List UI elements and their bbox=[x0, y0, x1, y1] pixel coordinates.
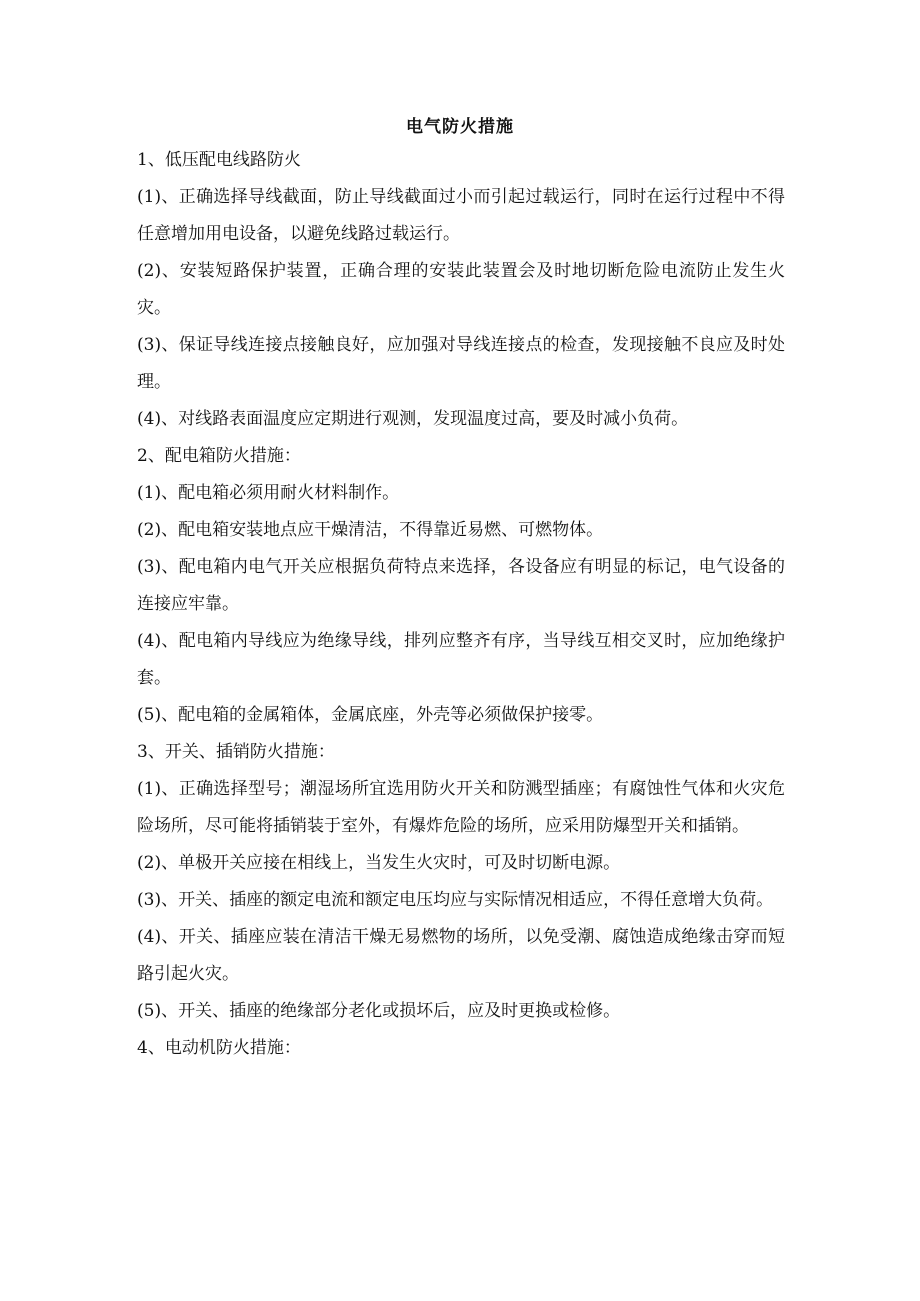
section-3-item-3: (3)、开关、插座的额定电流和额定电压均应与实际情况相适应，不得任意增大负荷。 bbox=[137, 890, 774, 910]
section-1-item-1: (1)、正确选择导线截面，防止导线截面过小而引起过载运行，同时在运行过程中不得任意增加用电设备，以避免线路过载运行。 bbox=[137, 187, 785, 244]
document-title: 电气防火措施 bbox=[406, 117, 514, 137]
section-2-item-3: (3)、配电箱内电气开关应根据负荷特点来选择，各设备应有明显的标记，电气设备的连接应牢靠。 bbox=[137, 557, 785, 614]
section-3-item-2: (2)、单极开关应接在相线上，当发生火灾时，可及时切断电源。 bbox=[137, 853, 621, 873]
section-heading-1: 1、低压配电线路防火 bbox=[137, 150, 301, 170]
section-3-item-5: (5)、开关、插座的绝缘部分老化或损坏后，应及时更换或检修。 bbox=[137, 1001, 621, 1021]
section-2-item-2: (2)、配电箱安装地点应干燥清洁，不得靠近易燃、可燃物体。 bbox=[137, 520, 604, 540]
section-3-item-1: (1)、正确选择型号；潮湿场所宜选用防火开关和防溅型插座；有腐蚀性气体和火灾危险场所，尽可能将插销装于室外，有爆炸危险的场所，应采用防爆型开关和插销。 bbox=[137, 779, 785, 836]
section-2-item-1: (1)、配电箱必须用耐火材料制作。 bbox=[137, 483, 400, 503]
section-heading-3: 3、开关、插销防火措施： bbox=[137, 742, 335, 762]
document-body bbox=[137, 142, 785, 1067]
section-1-item-2: (2)、安装短路保护装置，正确合理的安装此装置会及时地切断危险电流防止发生火灾。 bbox=[137, 261, 785, 318]
section-heading-4: 4、电动机防火措施： bbox=[137, 1038, 301, 1058]
section-3-item-4: (4)、开关、插座应装在清洁干燥无易燃物的场所，以免受潮、腐蚀造成绝缘击穿而短路引起火灾。 bbox=[137, 927, 785, 984]
section-2-item-5: (5)、配电箱的金属箱体，金属底座，外壳等必须做保护接零。 bbox=[137, 705, 604, 725]
section-1-item-3: (3)、保证导线连接点接触良好，应加强对导线连接点的检查，发现接触不良应及时处理。 bbox=[137, 335, 785, 392]
section-heading-2: 2、配电箱防火措施： bbox=[137, 446, 301, 466]
section-1-item-4: (4)、对线路表面温度应定期进行观测，发现温度过高，要及时减小负荷。 bbox=[137, 409, 689, 429]
section-2-item-4: (4)、配电箱内导线应为绝缘导线，排列应整齐有序，当导线互相交叉时，应加绝缘护套。 bbox=[137, 631, 785, 688]
